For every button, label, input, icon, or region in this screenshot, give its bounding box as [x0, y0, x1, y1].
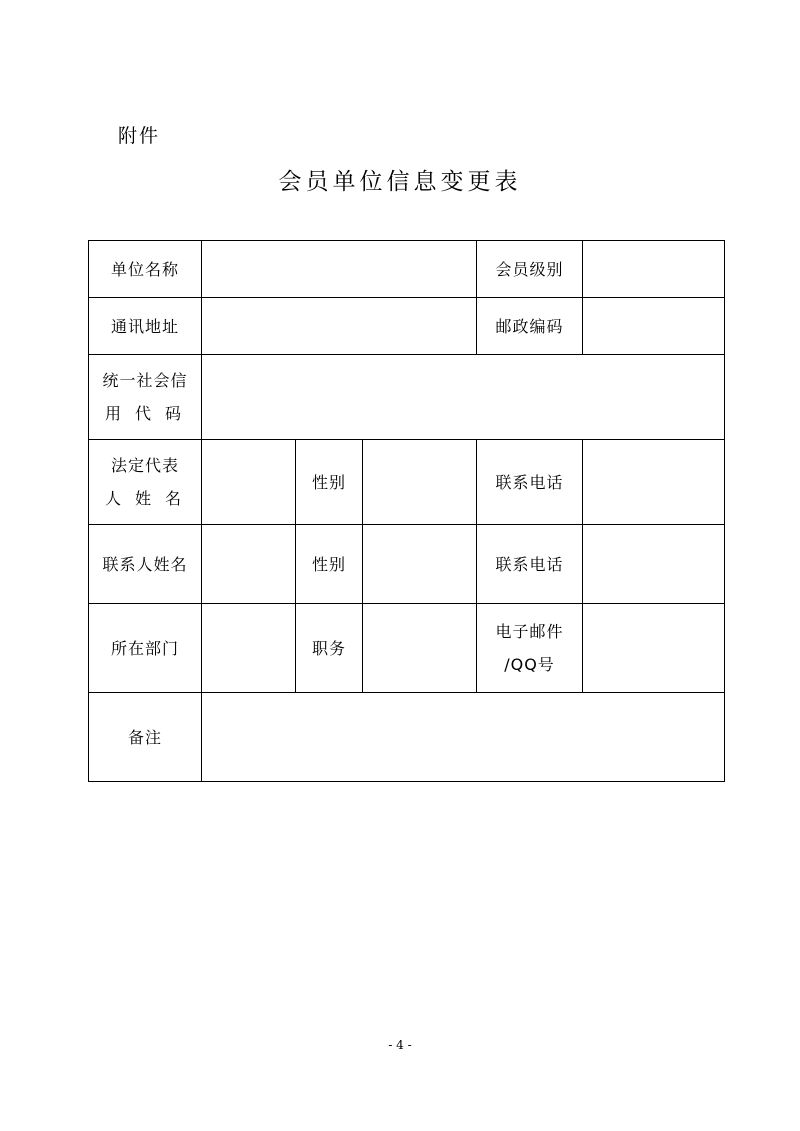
form-row-department	[89, 604, 725, 693]
document-title: 会员单位信息变更表	[278, 169, 522, 195]
contact-phone-field[interactable]	[583, 525, 725, 604]
address-label: 通讯地址	[89, 298, 202, 355]
address-field[interactable]	[202, 298, 477, 355]
unit-name-label: 单位名称	[89, 241, 202, 298]
legal-rep-gender-field[interactable]	[363, 440, 477, 525]
email-field[interactable]	[583, 604, 725, 693]
form-row-address	[89, 298, 725, 355]
form-row-unit-name	[89, 241, 725, 298]
legal-rep-label	[89, 440, 202, 525]
form-row-contact-person	[89, 525, 725, 604]
contact-name-field[interactable]	[202, 525, 296, 604]
contact-gender-label: 性别	[296, 525, 363, 604]
department-field[interactable]	[202, 604, 296, 693]
legal-rep-label-line2: 人姓名	[104, 489, 195, 508]
credit-code-label-line2: 用代码	[104, 404, 195, 423]
email-label	[477, 604, 583, 693]
page-number: - 4 -	[388, 1038, 412, 1052]
member-level-label: 会员级别	[477, 241, 583, 298]
remarks-label: 备注	[89, 693, 202, 782]
email-label-line2: /QQ号	[504, 655, 555, 674]
legal-rep-name-field[interactable]	[202, 440, 296, 525]
postal-code-field[interactable]	[583, 298, 725, 355]
credit-code-field[interactable]	[202, 355, 725, 440]
legal-rep-label-line1: 法定代表	[110, 456, 179, 475]
credit-code-label	[89, 355, 202, 440]
email-label-line1: 电子邮件	[495, 622, 564, 641]
member-info-change-form	[88, 240, 725, 782]
legal-rep-gender-label: 性别	[296, 440, 363, 525]
position-field[interactable]	[363, 604, 477, 693]
postal-code-label: 邮政编码	[477, 298, 583, 355]
legal-rep-phone-field[interactable]	[583, 440, 725, 525]
member-level-field[interactable]	[583, 241, 725, 298]
credit-code-label-line1: 统一社会信	[102, 371, 188, 390]
legal-rep-phone-label: 联系电话	[477, 440, 583, 525]
form-row-remarks	[89, 693, 725, 782]
attachment-label: 附件	[118, 125, 161, 147]
position-label: 职务	[296, 604, 363, 693]
contact-phone-label: 联系电话	[477, 525, 583, 604]
form-row-credit-code	[89, 355, 725, 440]
contact-name-label: 联系人姓名	[89, 525, 202, 604]
department-label: 所在部门	[89, 604, 202, 693]
remarks-field[interactable]	[202, 693, 725, 782]
contact-gender-field[interactable]	[363, 525, 477, 604]
unit-name-field[interactable]	[202, 241, 477, 298]
form-row-legal-representative	[89, 440, 725, 525]
